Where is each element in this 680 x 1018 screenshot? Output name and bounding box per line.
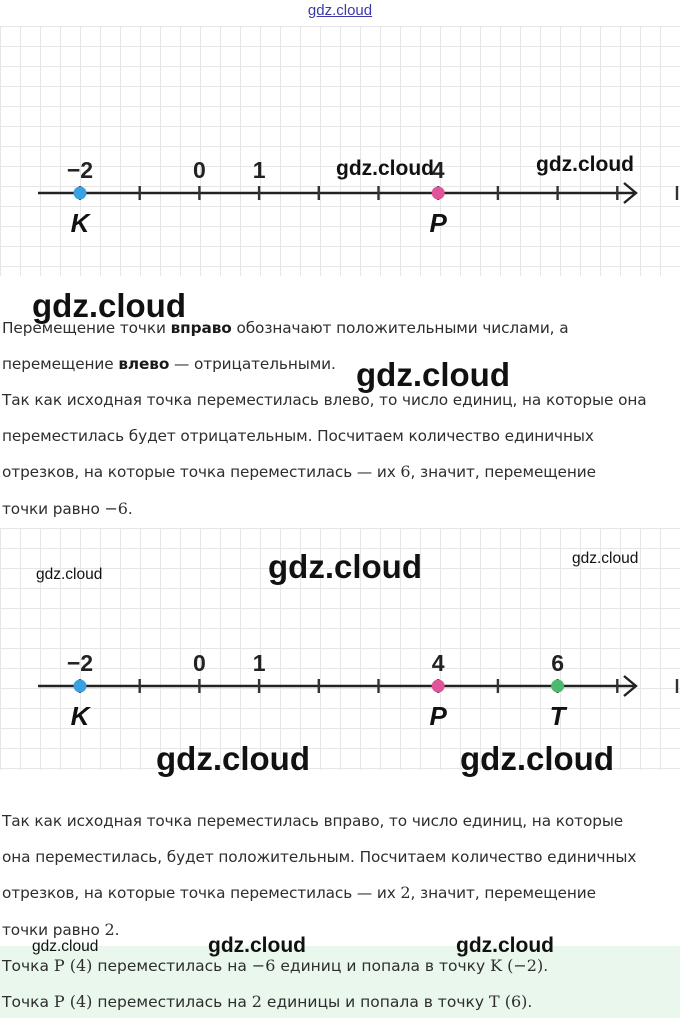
tick-label: 6 bbox=[551, 650, 564, 676]
watermark: gdz.cloud bbox=[572, 550, 639, 567]
watermark: gdz.cloud bbox=[536, 153, 634, 176]
answer-line-1: Точка P (4) переместилась на −6 единиц и попала в точку K (−2). bbox=[2, 956, 549, 975]
tick-label: 4 bbox=[431, 157, 445, 183]
watermark: gdz.cloud bbox=[32, 938, 99, 955]
tick-label: 4 bbox=[431, 650, 445, 676]
point-label: K bbox=[70, 208, 90, 238]
tick-label: −2 bbox=[66, 650, 94, 676]
paragraph-left-move: Так как исходная точка переместилась влево, то число единиц, на которые она переместилась будет отрицательным. Посчитаем количество единичных отрезков, на которые точка переместилась — их 6, значит, перемещение точки равно −6. bbox=[2, 391, 647, 518]
point-label: T bbox=[549, 701, 566, 731]
paragraph-right-move: Так как исходная точка переместилась вправо, то число единиц, на которые она переместилась, будет положительным. Посчитаем количество единичных отрезков, на которые точка переместилась — их 2, значит, перемещение точки равно 2. bbox=[2, 812, 637, 939]
tick-label: −2 bbox=[66, 157, 94, 183]
answer-line-2: Точка P (4) переместилась на 2 единицы и попала в точку T (6). bbox=[2, 992, 533, 1011]
watermark: gdz.cloud bbox=[32, 287, 186, 324]
watermark: gdz.cloud bbox=[208, 934, 306, 957]
tick-label: 0 bbox=[193, 157, 206, 183]
point-marker bbox=[432, 680, 445, 693]
watermark: gdz.cloud bbox=[336, 157, 434, 180]
watermark: gdz.cloud bbox=[156, 740, 310, 777]
tick-label: 0 bbox=[193, 650, 206, 676]
tick-label: 1 bbox=[252, 650, 266, 676]
watermark: gdz.cloud bbox=[460, 740, 614, 777]
tick-label: 1 bbox=[252, 157, 266, 183]
watermark: gdz.cloud bbox=[268, 548, 422, 585]
point-label: P bbox=[429, 208, 447, 238]
point-marker bbox=[74, 187, 87, 200]
number-line-1-svg bbox=[0, 26, 680, 276]
paragraph-direction-rule: Перемещение точки вправо обозначают положительными числами, а перемещение влево — отрицательными. bbox=[2, 319, 569, 373]
site-link[interactable]: gdz.cloud bbox=[307, 2, 373, 19]
point-label: K bbox=[70, 701, 90, 731]
point-marker bbox=[432, 187, 445, 200]
number-line-figure-1 bbox=[0, 26, 680, 276]
point-marker bbox=[551, 680, 564, 693]
point-marker bbox=[74, 680, 87, 693]
watermark: gdz.cloud bbox=[36, 566, 103, 583]
watermark: gdz.cloud bbox=[356, 356, 510, 393]
watermark: gdz.cloud bbox=[456, 934, 554, 957]
point-label: P bbox=[429, 701, 447, 731]
